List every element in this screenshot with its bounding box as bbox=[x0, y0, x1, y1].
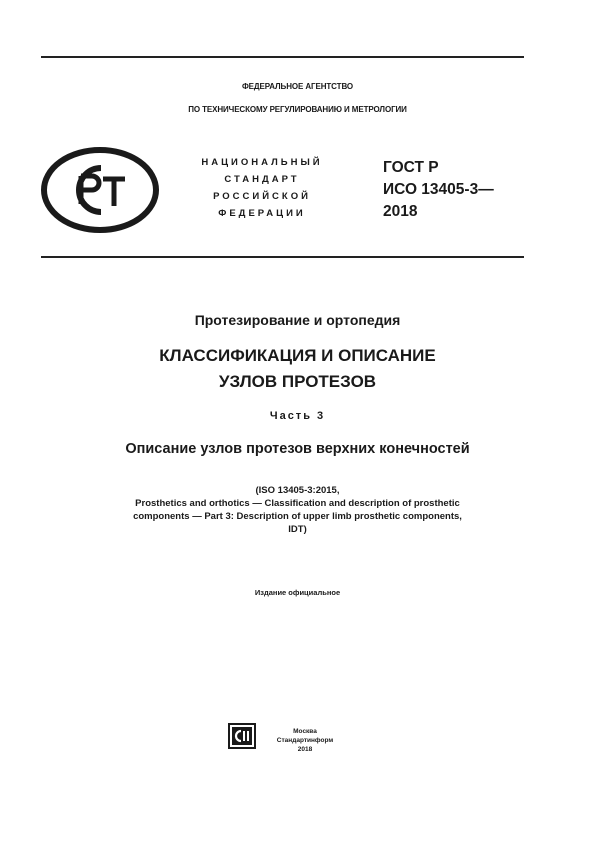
publisher-name: Стандартинформ bbox=[276, 737, 334, 744]
iso-reference-line-2: Prosthetics and orthotics — Classification and description of prosthetic bbox=[135, 498, 460, 509]
national-line-1: НАЦИОНАЛЬНЫЙ bbox=[201, 157, 323, 168]
part-number: Часть 3 bbox=[269, 410, 326, 422]
middle-rule bbox=[41, 256, 524, 258]
national-line-4: ФЕДЕРАЦИИ bbox=[218, 208, 306, 219]
subject-title: Протезирование и ортопедия bbox=[194, 312, 401, 328]
agency-line-1: ФЕДЕРАЛЬНОЕ АГЕНТСТВО bbox=[241, 82, 354, 91]
standartinform-logo-icon bbox=[228, 723, 256, 749]
iso-reference-line-1: (ISO 13405-3:2015, bbox=[255, 485, 340, 496]
publisher-block bbox=[260, 727, 350, 754]
iso-reference-line-4: IDT) bbox=[288, 524, 307, 535]
iso-reference-line-3: components — Part 3: Description of upper limb prosthetic components, bbox=[133, 511, 462, 522]
designation-line-2: ИСО 13405-3— bbox=[383, 181, 494, 198]
part-title: Описание узлов протезов верхних конечностей bbox=[125, 441, 470, 457]
publisher-city: Москва bbox=[293, 728, 317, 735]
edition-note: Издание официальное bbox=[254, 588, 341, 597]
designation-line-3: 2018 bbox=[383, 203, 418, 220]
main-title-line-1: КЛАССИФИКАЦИЯ И ОПИСАНИЕ bbox=[159, 346, 436, 365]
national-line-2: СТАНДАРТ bbox=[224, 174, 300, 185]
top-rule bbox=[41, 56, 524, 58]
publisher-year: 2018 bbox=[297, 746, 313, 753]
rst-certification-logo-icon bbox=[41, 146, 159, 234]
agency-line-2: ПО ТЕХНИЧЕСКОМУ РЕГУЛИРОВАНИЮ И МЕТРОЛОГИИ bbox=[188, 105, 407, 114]
main-title-line-2: УЗЛОВ ПРОТЕЗОВ bbox=[218, 372, 377, 391]
national-line-3: РОССИЙСКОЙ bbox=[213, 191, 311, 202]
designation-line-1: ГОСТ Р bbox=[383, 159, 439, 176]
